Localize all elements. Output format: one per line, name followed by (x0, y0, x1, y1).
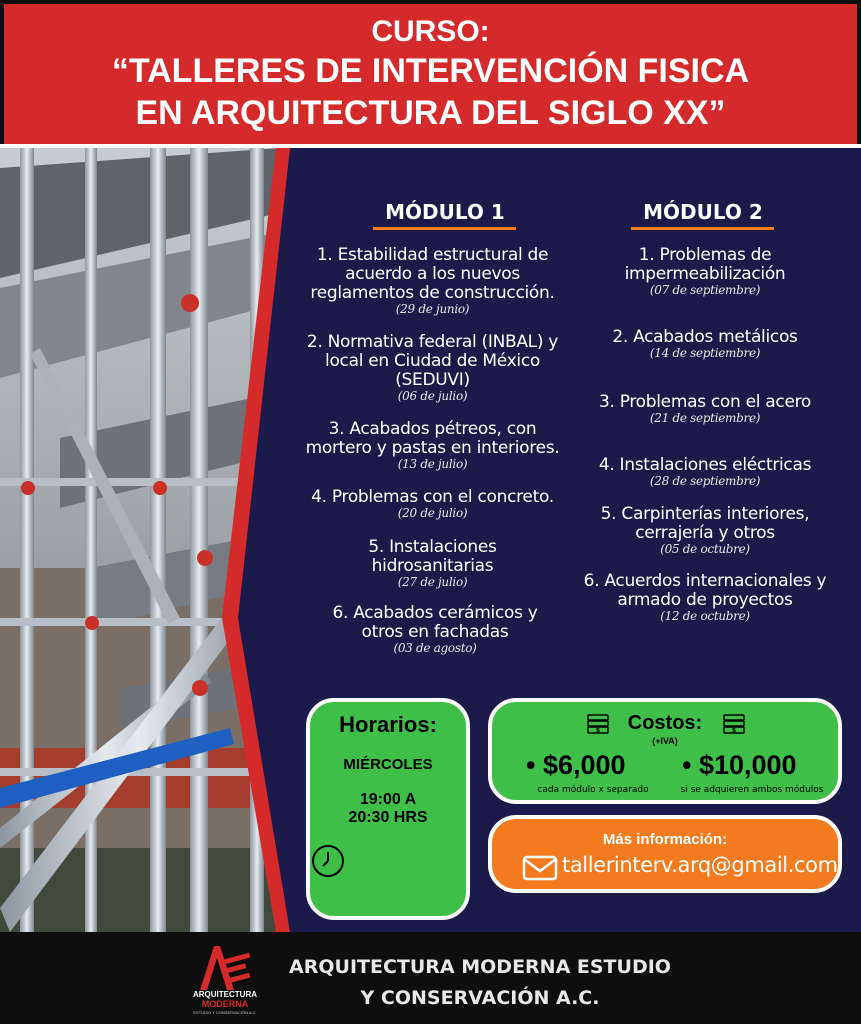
item-text: 4. Problemas con el concreto. (311, 487, 554, 507)
module2-item (575, 328, 835, 360)
item-date: (27 de julio) (397, 575, 468, 589)
contact-email[interactable]: tallerinterv.arq@gmail.com (562, 853, 838, 877)
costs-title: Costos: (627, 712, 703, 734)
price-both: • $10,000 (682, 750, 797, 780)
organization-name-line1: ARQUITECTURA MODERNA ESTUDIO (289, 956, 671, 978)
item-text: 1. Estabilidad estructural de acuerdo a los nuevos reglamentos de construcción. (310, 245, 555, 303)
schedule-day: MIÉRCOLES (343, 756, 433, 773)
item-date: (07 de septiembre) (649, 283, 761, 297)
item-text: 5. Instalaciones hidrosanitarias (368, 537, 497, 576)
svg-text:$: $ (595, 727, 601, 734)
module1-item (310, 604, 560, 655)
course-title-line1: “TALLERES DE INTERVENCIÓN FISICA (111, 52, 750, 90)
item-date: (28 de septiembre) (649, 474, 761, 488)
item-text: 6. Acabados cerámicos y otros en fachadas (332, 603, 538, 642)
item-text: 5. Carpinterías interiores, cerrajería y otros (600, 504, 810, 543)
item-date: (05 de octubre) (660, 542, 750, 556)
schedule-title: Horarios: (339, 712, 437, 737)
module2-underline (631, 227, 774, 230)
contact-title: Más información: (602, 831, 728, 848)
course-label: CURSO: (371, 15, 490, 48)
module2-item (575, 393, 835, 425)
module2-item (575, 456, 835, 488)
module2-item (590, 246, 820, 297)
money-icon (722, 712, 746, 736)
item-text: 4. Instalaciones eléctricas (598, 455, 812, 475)
item-text: 2. Acabados metálicos (612, 327, 798, 347)
costs-iva: (+IVA) (652, 736, 678, 746)
price-both-note: si se adquieren ambos módulos (680, 785, 824, 795)
price-single-note: cada módulo x separado (537, 785, 649, 795)
clock-icon (310, 843, 346, 879)
logo-text-line2: MODERNA (201, 999, 249, 1009)
footer (0, 932, 861, 1024)
item-date: (06 de julio) (397, 389, 468, 403)
contact-box (488, 815, 842, 893)
item-text: 6. Acuerdos internacionales y armado de proyectos (583, 571, 827, 610)
module1-item (330, 538, 535, 589)
price-single: • $6,000 (526, 750, 626, 780)
course-title-line2: EN ARQUITECTURA DEL SIGLO XX” (135, 94, 726, 132)
envelope-icon (522, 855, 558, 881)
item-date: (12 de octubre) (660, 609, 750, 623)
item-date: (21 de septiembre) (649, 411, 761, 425)
module1-item (300, 488, 565, 520)
item-date: (29 de junio) (395, 302, 470, 316)
schedule-time-end: 20:30 HRS (348, 809, 428, 826)
svg-text:$: $ (731, 727, 737, 734)
item-text: 2. Normativa federal (INBAL) y local en Ciudad de México (SEDUVI) (306, 332, 559, 390)
module1-title: MÓDULO 1 (385, 200, 505, 224)
item-date: (20 de julio) (397, 506, 468, 520)
module1-underline (373, 227, 516, 230)
logo-text-line1: ARQUITECTURA (193, 990, 257, 999)
item-text: 3. Problemas con el acero (598, 392, 812, 412)
costs-box (488, 698, 842, 804)
schedule-time (310, 791, 466, 827)
item-date: (13 de julio) (397, 457, 468, 471)
item-text: 1. Problemas de impermeabilización (624, 245, 786, 284)
schedule-box (306, 698, 470, 920)
schedule-time-start: 19:00 A (359, 791, 417, 808)
module1-item (300, 333, 565, 403)
module2-item (575, 572, 835, 623)
module1-item (300, 246, 565, 316)
module2-title: MÓDULO 2 (643, 200, 763, 224)
module2-item (585, 505, 825, 556)
item-date: (14 de septiembre) (649, 346, 761, 360)
item-text: 3. Acabados pétreos, con mortero y pastas en interiores. (305, 419, 560, 458)
course-title-banner (4, 4, 857, 144)
module1-item (300, 420, 565, 471)
item-date: (03 de agosto) (393, 641, 477, 655)
organization-name-line2: Y CONSERVACIÓN A.C. (360, 987, 600, 1009)
logo-text-line3: ESTUDIO Y CONSERVACIÓN A.C. (193, 1010, 257, 1015)
